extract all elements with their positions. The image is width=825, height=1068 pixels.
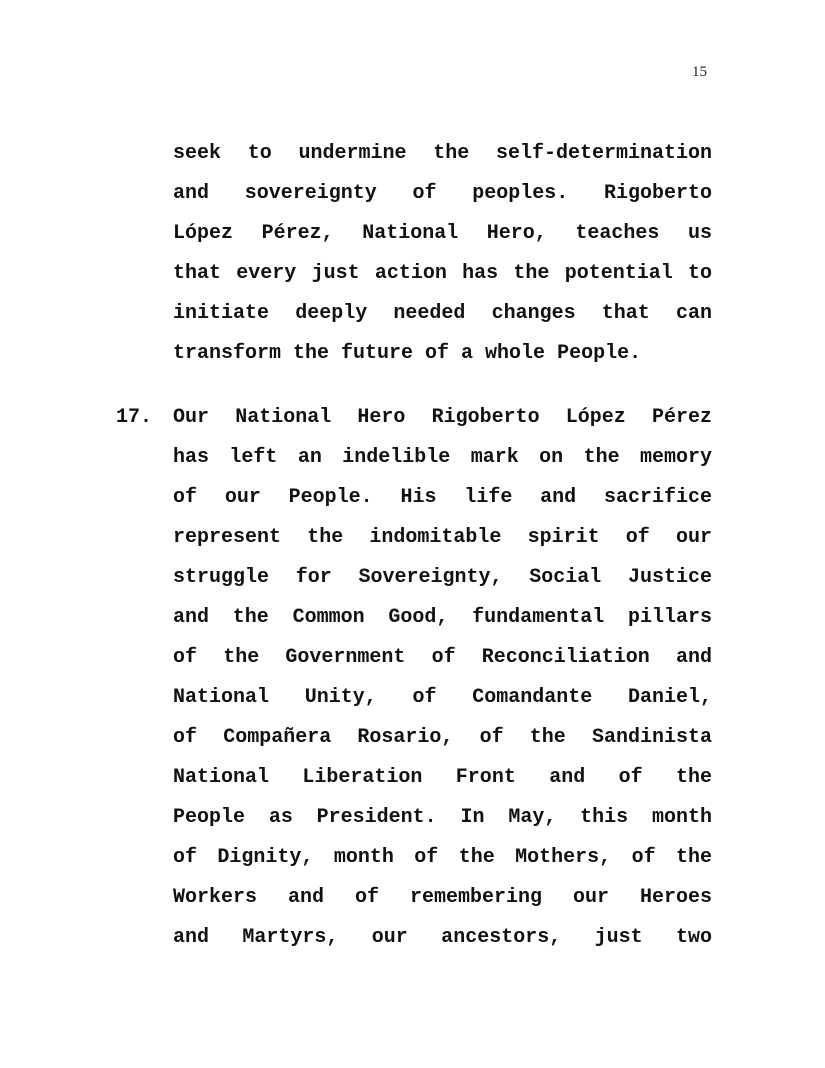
text-line: and Martyrs, our ancestors, just two <box>173 926 712 949</box>
text-line: seek to undermine the self-determination <box>173 142 712 165</box>
text-line: of Dignity, month of the Mothers, of the <box>173 846 712 869</box>
paragraph-continuation <box>173 134 712 374</box>
text-line: of the Government of Reconciliation and <box>173 646 712 669</box>
text-line: Workers and of remembering our Heroes <box>173 886 712 909</box>
text-line: struggle for Sovereignty, Social Justice <box>173 566 712 589</box>
text-line: transform the future of a whole People. <box>173 342 642 365</box>
text-line: of Compañera Rosario, of the Sandinista <box>173 726 712 749</box>
paragraph-number: 17. <box>116 406 153 429</box>
page-number: 15 <box>692 64 707 80</box>
text-line: that every just action has the potential to <box>173 262 712 285</box>
paragraph-17 <box>173 398 712 958</box>
text-line: and the Common Good, fundamental pillars <box>173 606 712 629</box>
text-line: People as President. In May, this month <box>173 806 712 829</box>
text-line: Our National Hero Rigoberto López Pérez <box>173 406 712 429</box>
text-line: of our People. His life and sacrifice <box>173 486 712 509</box>
text-line: and sovereignty of peoples. Rigoberto <box>173 182 712 205</box>
text-line: represent the indomitable spirit of our <box>173 526 712 549</box>
text-line: initiate deeply needed changes that can <box>173 302 712 325</box>
text-line: National Liberation Front and of the <box>173 766 712 789</box>
text-line: National Unity, of Comandante Daniel, <box>173 686 712 709</box>
text-line: has left an indelible mark on the memory <box>173 446 712 469</box>
text-line: López Pérez, National Hero, teaches us <box>173 222 712 245</box>
